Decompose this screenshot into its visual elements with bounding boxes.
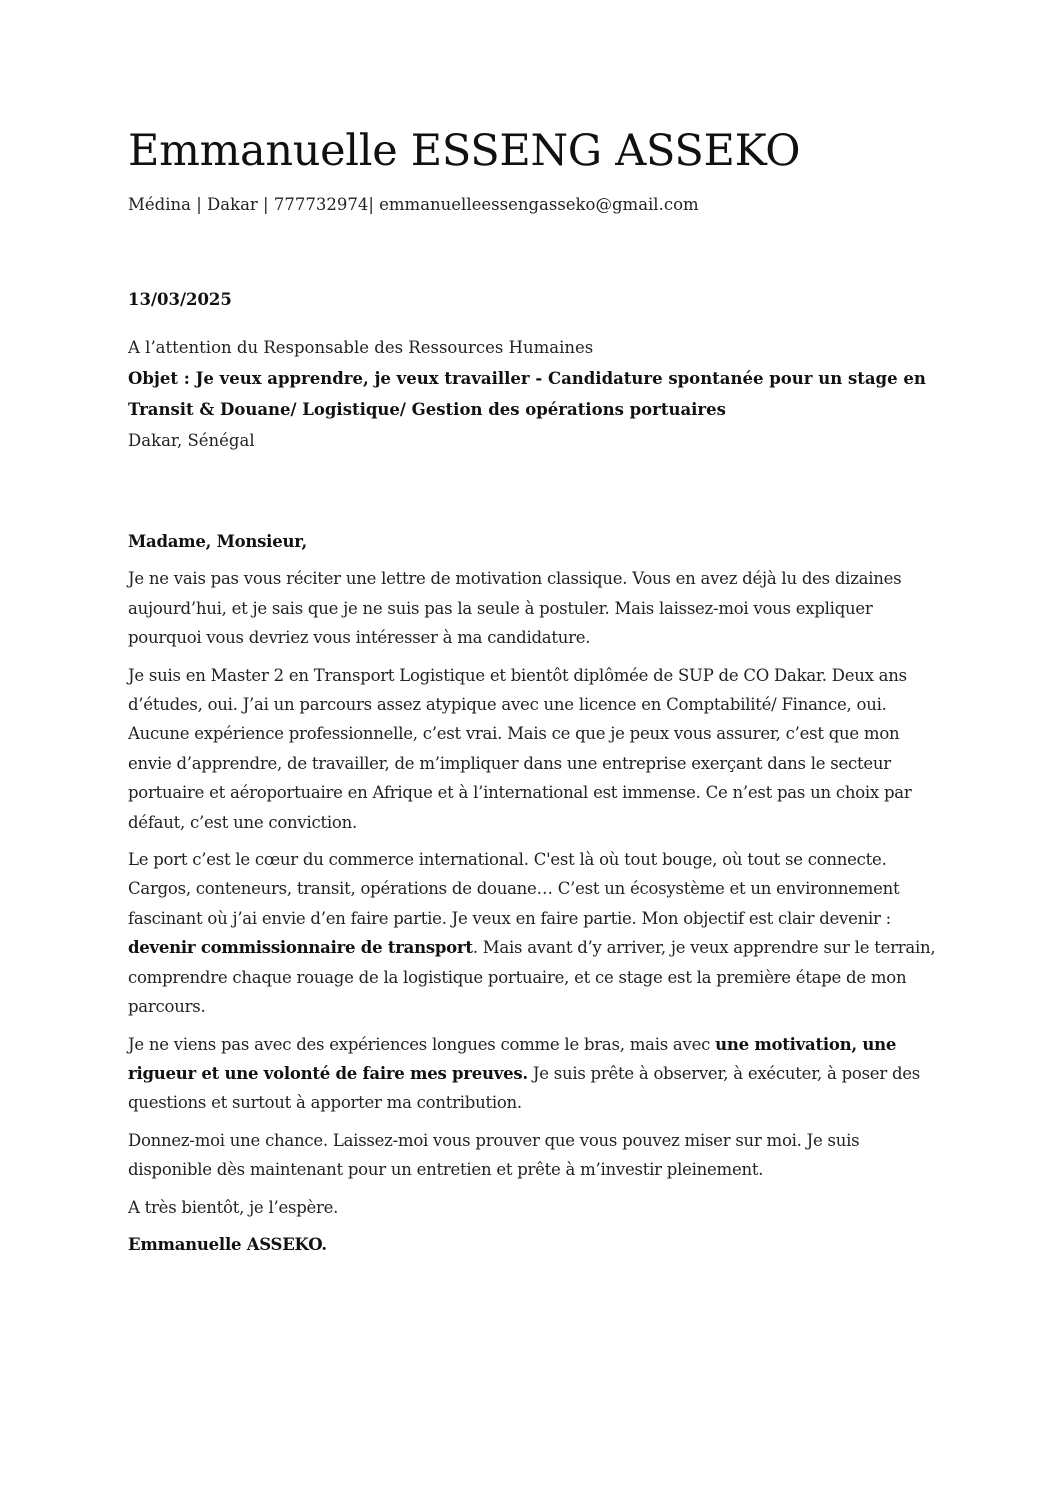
sender-name: Emmanuelle ESSENG ASSEKO <box>128 126 801 176</box>
paragraph-port-text-2: . Mais avant d’y arriver, je veux apprendre sur le terrain, comprendre chaque rouage de la logistique portuaire, et ce stage est la première étape de mon parcours. <box>128 938 936 1017</box>
paragraph-port <box>128 845 940 1021</box>
paragraph-port-text-1: Le port c’est le cœur du commerce international. C'est là où tout bouge, où tout se connecte. Cargos, conteneurs, transit, opérations de douane… C’est un écosystème et un environnement fascinant où j’ai envie d’en faire partie. Je veux en faire partie. Mon objectif est clair devenir : <box>128 850 900 928</box>
location-line: Dakar, Sénégal <box>128 431 255 450</box>
paragraph-motivation <box>128 1030 940 1118</box>
paragraph-port-emphasis: devenir commissionnaire de transport <box>128 938 473 958</box>
paragraph-availability: Donnez-moi une chance. Laissez-moi vous prouver que vous pouvez miser sur moi. Je suis disponible dès maintenant pour un entretien et prête à m’investir pleinement. <box>128 1130 860 1180</box>
letter-date: 13/03/2025 <box>128 290 232 309</box>
recipient-block <box>128 332 928 456</box>
paragraph-background: Je suis en Master 2 en Transport Logistique et bientôt diplômée de SUP de CO Dakar. Deux ans d’études, oui. J’ai un parcours assez atypique avec une licence en Comptabilité/ Finance, oui. Aucune expérience professionnelle, c’est vrai. Mais ce que je peux vous assurer, c’est que mon envie d’apprendre, de travailler, de m’impliquer dans une entreprise exerçant dans le secteur portuaire et aéroportuaire en Afrique et à l’international est immense. Ce n’est pas un choix par défaut, c’est une conviction. <box>128 665 912 832</box>
contact-info: Médina | Dakar | 777732974| emmanuelleessengasseko@gmail.com <box>128 195 699 214</box>
closing-line: A très bientôt, je l’espère. <box>128 1197 339 1217</box>
attention-line: A l’attention du Responsable des Ressources Humaines <box>128 338 594 357</box>
letter-body <box>128 527 940 1267</box>
paragraph-motivation-emphasis: une motivation, une rigueur et une volonté de faire mes preuves. <box>128 1034 897 1083</box>
salutation: Madame, Monsieur, <box>128 532 307 551</box>
paragraph-motivation-text-1: Je ne viens pas avec des expériences longues comme le bras, mais avec <box>128 1034 716 1054</box>
paragraph-intro: Je ne vais pas vous réciter une lettre de motivation classique. Vous en avez déjà lu des dizaines aujourd’hui, et je sais que je ne suis pas la seule à postuler. Mais laissez-moi vous expliquer pourquoi vous devriez vous intéresser à ma candidature. <box>128 569 902 648</box>
signature: Emmanuelle ASSEKO. <box>128 1234 327 1254</box>
paragraph-motivation-text-2: Je suis prête à observer, à exécuter, à poser des questions et surtout à apporter ma contribution. <box>128 1063 920 1113</box>
subject-line: Objet : Je veux apprendre, je veux travailler - Candidature spontanée pour un stage en Transit & Douane/ Logistique/ Gestion des opérations portuaires <box>128 369 926 419</box>
